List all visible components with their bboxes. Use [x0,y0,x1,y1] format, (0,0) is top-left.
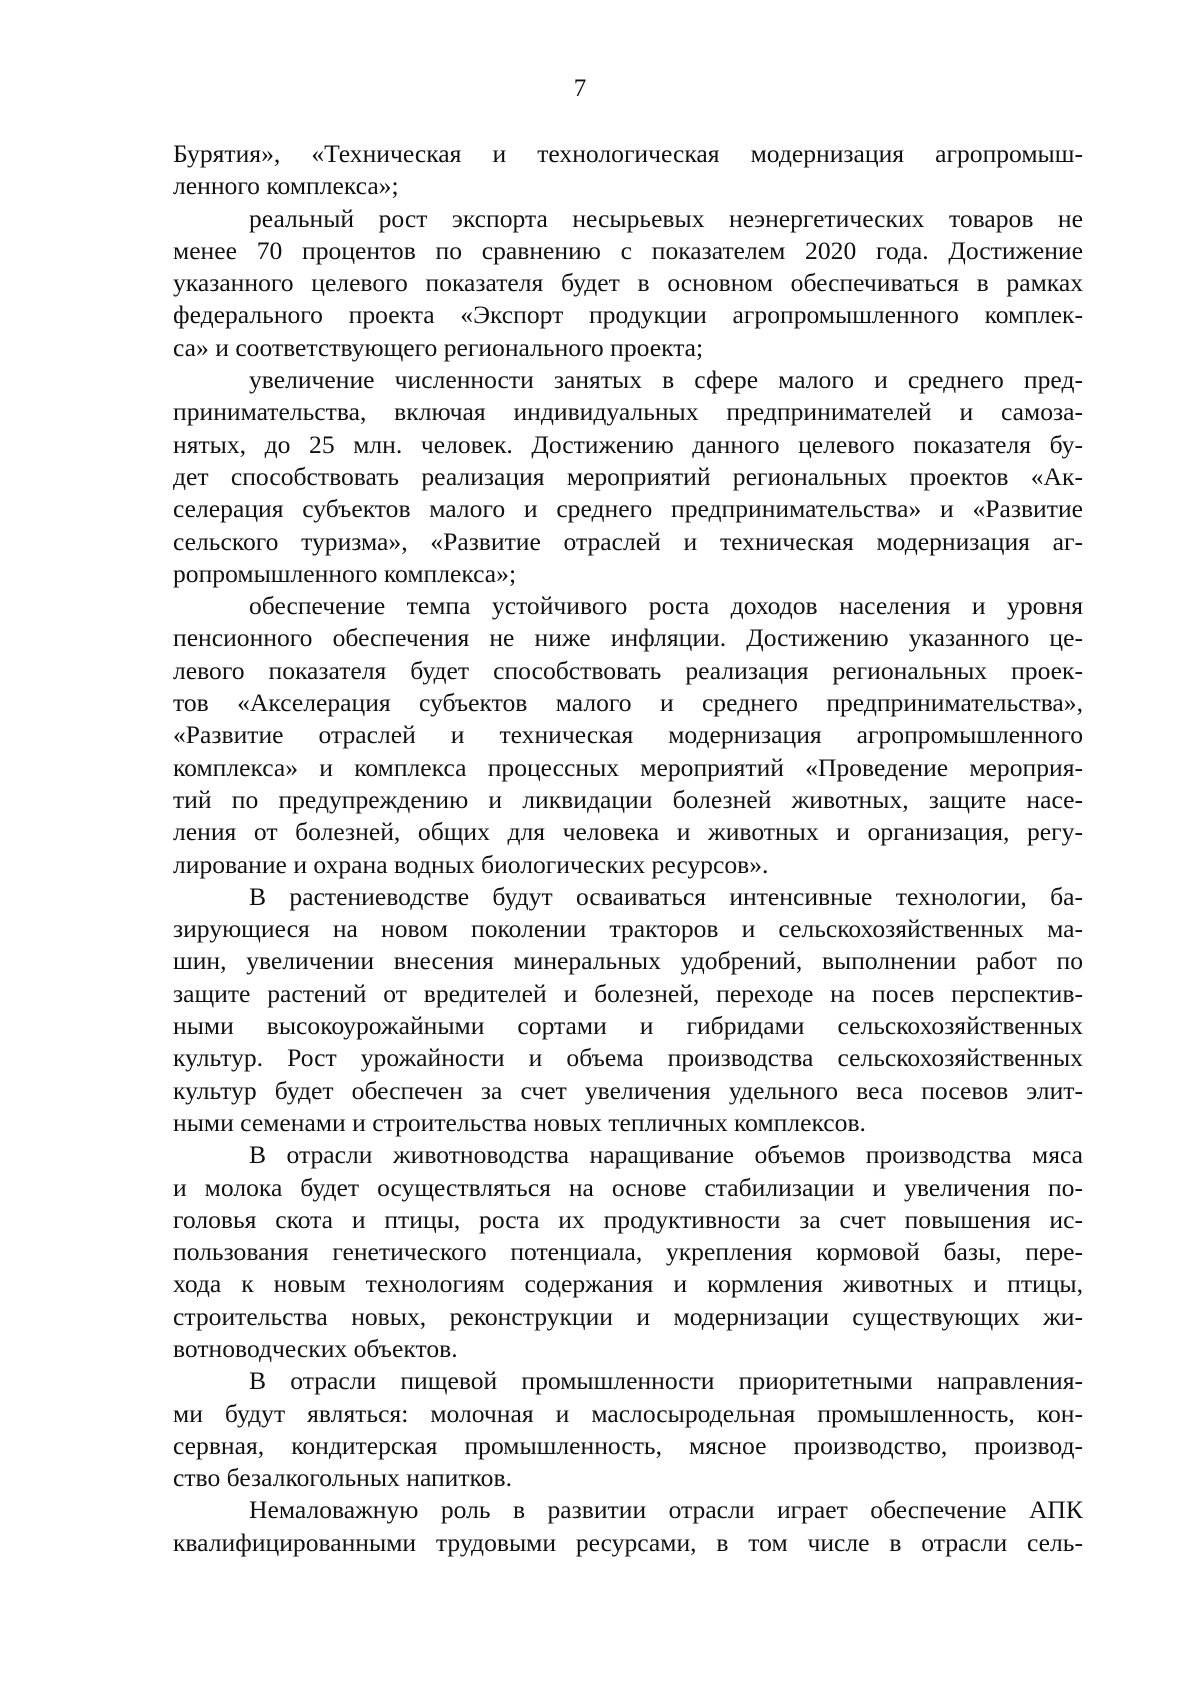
text-line: строительства новых, реконструкции и модернизации существующих жи- [173,1301,1083,1331]
text-line: сельского туризма», «Развитие отраслей и техническая модернизация аг- [173,526,1083,556]
paragraph [173,590,1083,881]
text-line: лирование и охрана водных биологических ресурсов». [173,849,769,879]
paragraph [173,203,1083,364]
text-line: культур. Рост урожайности и объема производства сельскохозяйственных [173,1043,1083,1073]
text-line: Немаловажную роль в развитии отрасли играет обеспечение АПК [249,1495,1083,1525]
text-line: селерация субъектов малого и среднего предпринимательства» и «Развитие [173,494,1083,524]
paragraph [173,138,1083,203]
text-line: ми будут являться: молочная и маслосыродельная промышленность, кон- [173,1398,1083,1428]
text-line: защите растений от вредителей и болезней, переходе на посев перспектив- [173,978,1083,1008]
text-line: шин, увеличении внесения минеральных удобрений, выполнении работ по [173,946,1083,976]
paragraph [173,1365,1083,1494]
text-line: В растениеводстве будут осваиваться интенсивные технологии, ба- [249,881,1083,911]
text-line: ленного комплекса»; [173,171,399,201]
text-line: принимательства, включая индивидуальных предпринимателей и самоза- [173,397,1083,427]
text-line: обеспечение темпа устойчивого роста доходов населения и уровня [249,591,1083,621]
text-line: ными семенами и строительства новых тепличных комплексов. [173,1107,866,1137]
text-line: комплекса» и комплекса процессных мероприятий «Проведение мероприя- [173,752,1083,782]
text-line: головья скота и птицы, роста их продуктивности за счет повышения ис- [173,1204,1083,1234]
text-line: нятых, до 25 млн. человек. Достижению данного целевого показателя бу- [173,429,1083,459]
text-line: менее 70 процентов по сравнению с показателем 2020 года. Достижение [173,235,1083,265]
paragraph [173,1139,1083,1365]
text-line: реальный рост экспорта несырьевых неэнергетических товаров не [249,203,1083,233]
text-line: са» и соответствующего регионального проекта; [173,332,704,362]
text-line: федерального проекта «Экспорт продукции агропромышленного комплек- [173,300,1083,330]
text-line: сервная, кондитерская промышленность, мясное производство, производ- [173,1430,1083,1460]
paragraph [173,1494,1083,1559]
text-line: ными высокоурожайными сортами и гибридами сельскохозяйственных [173,1011,1083,1041]
text-line: и молока будет осуществляться на основе стабилизации и увеличения по- [173,1172,1083,1202]
text-line: В отрасли животноводства наращивание объемов производства мяса [249,1140,1083,1170]
text-line: указанного целевого показателя будет в основном обеспечиваться в рамках [173,268,1083,298]
paragraph [173,881,1083,1139]
text-line: левого показателя будет способствовать реализация региональных проек- [173,655,1083,685]
text-line: увеличение численности занятых в сфере малого и среднего пред- [249,365,1083,395]
text-line: хода к новым технологиям содержания и кормления животных и птицы, [173,1269,1083,1299]
paragraph [173,364,1083,590]
text-line: Бурятия», «Техническая и технологическая модернизация агропромыш- [173,139,1083,168]
text-line: пенсионного обеспечения не ниже инфляции. Достижению указанного це- [173,623,1083,653]
text-line: ропромышленного комплекса»; [173,558,517,588]
text-line: культур будет обеспечен за счет увеличения удельного веса посевов элит- [173,1075,1083,1105]
text-line: зирующиеся на новом поколении тракторов и сельскохозяйственных ма- [173,914,1083,944]
text-line: пользования генетического потенциала, укрепления кормовой базы, пере- [173,1237,1083,1267]
text-line: В отрасли пищевой промышленности приоритетными направления- [249,1366,1083,1396]
text-line: тов «Акселерация субъектов малого и среднего предпринимательства», [173,688,1083,718]
page-number: 7 [573,75,587,102]
text-line: ство безалкогольных напитков. [173,1463,512,1493]
text-line: квалифицированными трудовыми ресурсами, в том числе в отрасли сель- [173,1527,1083,1557]
text-line: дет способствовать реализация мероприятий региональных проектов «Ак- [173,461,1083,491]
text-line: вотноводческих объектов. [173,1333,458,1363]
text-line: тий по предупреждению и ликвидации болезней животных, защите насе- [173,784,1083,814]
text-line: «Развитие отраслей и техническая модернизация агропромышленного [173,720,1083,750]
text-line: ления от болезней, общих для человека и животных и организация, регу- [173,817,1083,847]
body-text [173,138,1083,1559]
